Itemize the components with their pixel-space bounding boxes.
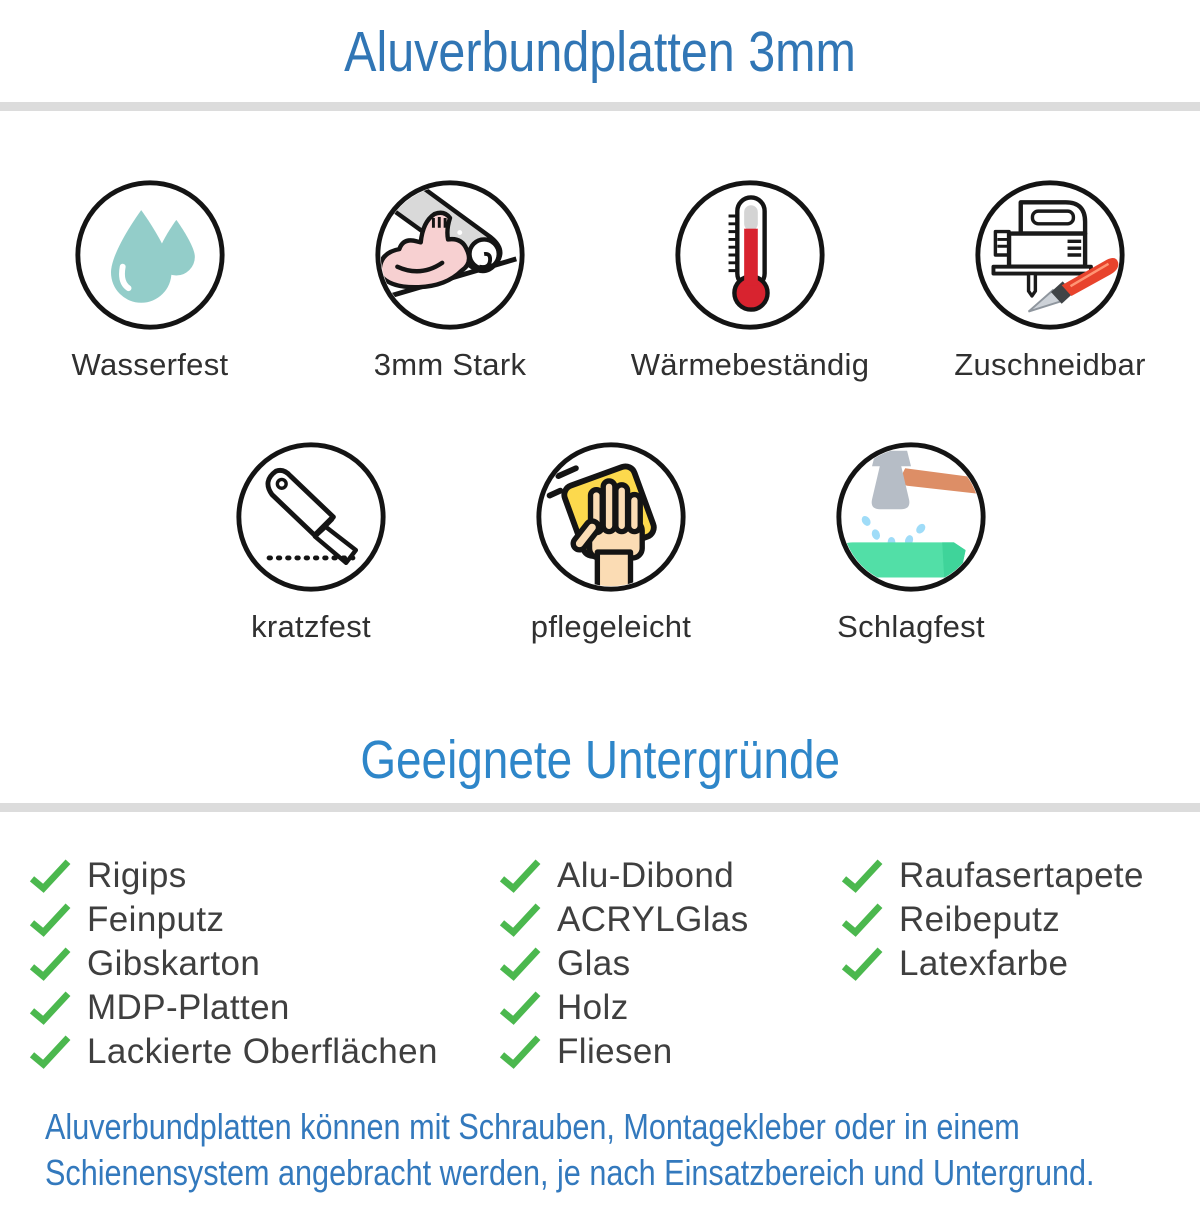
checklist-item-label: MDP-Platten: [87, 987, 290, 1027]
check-icon: [840, 946, 884, 982]
checklist-column-3: [840, 854, 1200, 1074]
feature-kratzfest: [161, 439, 461, 645]
check-icon: [28, 946, 72, 982]
checklist-item: [28, 1030, 498, 1074]
checklist-item-label: Alu-Dibond: [557, 855, 735, 895]
feature-row-1: [0, 177, 1200, 383]
thermometer-icon: [672, 177, 828, 333]
checklist-item: [840, 942, 1200, 986]
checklist-item: [840, 854, 1200, 898]
substrates-title: Geeignete Untergründe: [360, 729, 840, 790]
checklist-item-label: Glas: [557, 943, 631, 983]
checklist-item: [498, 942, 840, 986]
check-icon: [498, 858, 542, 894]
checklist-column-2: [498, 854, 840, 1074]
feature-label: 3mm Stark: [373, 346, 527, 382]
checklist-column-1: [28, 854, 498, 1074]
checklist-item-label: Fliesen: [557, 1031, 673, 1071]
checklist-item-label: Latexfarbe: [899, 943, 1069, 983]
checklist-item: [28, 898, 498, 942]
checklist-item: [498, 1030, 840, 1074]
checklist-item-label: Holz: [557, 987, 629, 1027]
check-icon: [28, 902, 72, 938]
check-icon: [840, 858, 884, 894]
check-icon: [498, 1034, 542, 1070]
utility-knife-icon: [233, 439, 389, 595]
checklist-item-label: Rigips: [87, 855, 187, 895]
check-icon: [498, 990, 542, 1026]
jigsaw-icon: [972, 177, 1128, 333]
feature-label: pflegeleicht: [530, 608, 692, 644]
checklist-item: [28, 986, 498, 1030]
checklist-item: [28, 942, 498, 986]
muscle-arm-icon: [372, 177, 528, 333]
checklist-item-label: Gibskarton: [87, 943, 261, 983]
page-title: Aluverbundplatten 3mm: [344, 20, 856, 84]
check-icon: [498, 902, 542, 938]
section-divider-substrates: [0, 803, 1200, 812]
checklist-item-label: Lackierte Oberflächen: [87, 1031, 438, 1071]
checklist-item-label: Raufasertapete: [899, 855, 1144, 895]
check-icon: [28, 990, 72, 1026]
check-icon: [28, 1034, 72, 1070]
checklist-item-label: Feinputz: [87, 899, 225, 939]
feature-label: Schlagfest: [837, 608, 985, 644]
footer-note-line-1: Aluverbundplatten können mit Schrauben, Montagekleber oder in einem: [45, 1105, 1020, 1147]
feature-label: Wärmebeständig: [630, 346, 870, 382]
feature-pflegeleicht: [461, 439, 761, 645]
feature-label: Wasserfest: [71, 346, 229, 382]
checklist-item: [840, 898, 1200, 942]
checklist-item: [28, 854, 498, 898]
checklist-item: [498, 898, 840, 942]
feature-label: Zuschneidbar: [954, 346, 1146, 382]
feature-zuschneidbar: [900, 177, 1200, 383]
substrates-checklist: [0, 854, 1200, 1074]
water-drops-icon: [72, 177, 228, 333]
footer-note-line-2: Schienensystem angebracht werden, je nach Einsatzbereich und Untergrund.: [45, 1151, 1095, 1193]
feature-label: kratzfest: [251, 608, 371, 644]
feature-wasserfest: [0, 177, 300, 383]
check-icon: [498, 946, 542, 982]
section-divider-top: [0, 102, 1200, 111]
hammer-icon: [833, 439, 989, 595]
check-icon: [840, 902, 884, 938]
cleaning-hand-icon: [533, 439, 689, 595]
feature-row-2: [22, 439, 1200, 645]
footer-note: [0, 1104, 1200, 1196]
feature-3mm-stark: [300, 177, 600, 383]
checklist-item-label: Reibeputz: [899, 899, 1061, 939]
checklist-item: [498, 986, 840, 1030]
feature-schlagfest: [761, 439, 1061, 645]
check-icon: [28, 858, 72, 894]
checklist-item-label: ACRYLGlas: [557, 899, 749, 939]
checklist-item: [498, 854, 840, 898]
feature-waermebestaendig: [600, 177, 900, 383]
